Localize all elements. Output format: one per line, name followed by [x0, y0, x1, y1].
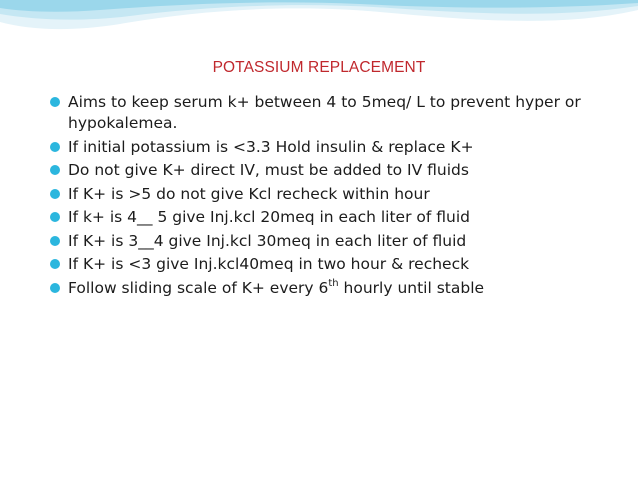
- list-item: [50, 160, 610, 181]
- list-item: [50, 92, 610, 134]
- header-wave-decoration: [0, 0, 638, 60]
- list-item: [50, 278, 610, 299]
- list-item: [50, 231, 610, 252]
- list-item-text: Aims to keep serum k+ between 4 to 5meq/ L to prevent hyper or hypokalemea.: [68, 93, 581, 133]
- list-item-text: If k+ is 4__ 5 give Inj.kcl 20meq in each liter of fluid: [68, 208, 470, 227]
- bullet-icon: [50, 259, 60, 269]
- list-item-text: If K+ is 3__4 give Inj.kcl 30meq in each liter of fluid: [68, 231, 467, 250]
- list-item-text: Do not give K+ direct IV, must be added to IV fluids: [68, 161, 469, 180]
- slide-title: POTASSIUM REPLACEMENT: [212, 59, 426, 76]
- list-item-text-before: Follow sliding scale of K+ every 6: [68, 278, 329, 297]
- list-item: [50, 207, 610, 228]
- bullet-icon: [50, 142, 60, 152]
- bullet-icon: [50, 283, 60, 293]
- list-item-text: If K+ is <3 give Inj.kcl40meq in two hour & recheck: [68, 255, 470, 274]
- bullet-icon: [50, 236, 60, 246]
- list-item-superscript: th: [328, 277, 339, 289]
- list-item-text-after: hourly until stable: [338, 278, 485, 297]
- bullet-icon: [50, 165, 60, 175]
- bullet-icon: [50, 97, 60, 107]
- bullet-list: [50, 92, 610, 299]
- bullet-icon: [50, 212, 60, 222]
- list-item: [50, 137, 610, 158]
- bullet-list-container: [50, 92, 610, 301]
- list-item: [50, 254, 610, 275]
- bullet-icon: [50, 189, 60, 199]
- list-item: [50, 184, 610, 205]
- list-item-text: If initial potassium is <3.3 Hold insulin & replace K+: [68, 137, 474, 156]
- list-item-text: If K+ is >5 do not give Kcl recheck within hour: [68, 184, 430, 203]
